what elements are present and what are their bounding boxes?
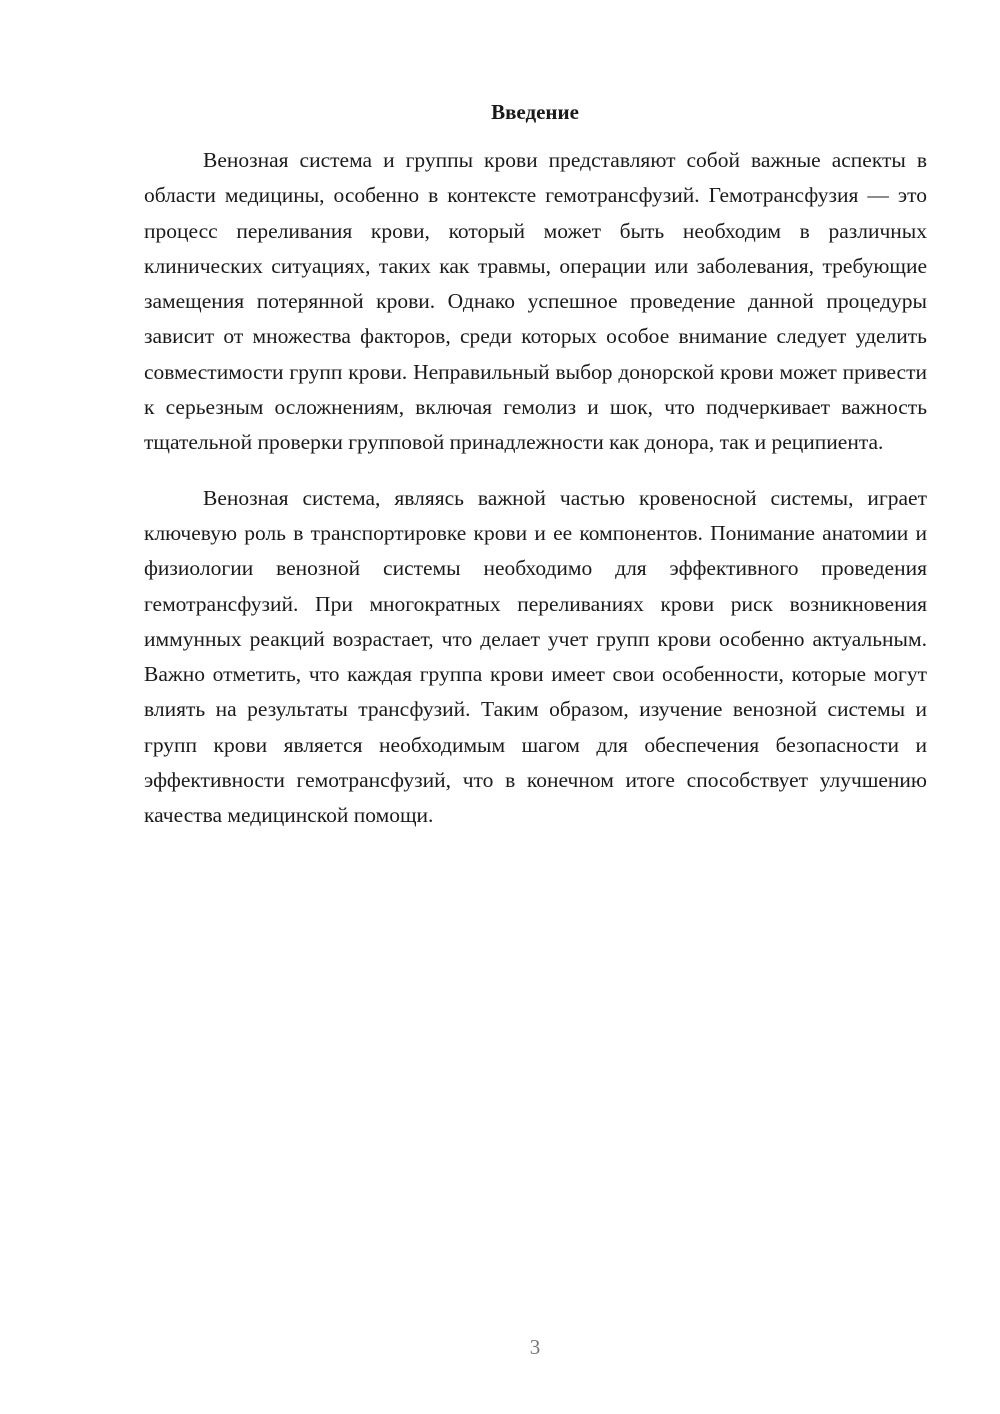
paragraph-1: Венозная система и группы крови представляют собой важные аспекты в области медицины, особенно в контексте гемотрансфузий. Гемотрансфузия — это процесс переливания крови, который может быть необходим в различных клинических ситуациях, таких как травмы, операции или заболевания, требующие замещения потерянной крови. Однако успешное проведение данной процедуры зависит от множества факторов, среди которых особое внимание следует уделить совместимости групп крови. Неправильный выбор донорской крови может привести к серьезным осложнениям, включая гемолиз и шок, что подчеркивает важность тщательной проверки групповой принадлежности как донора, так и реципиента.	[144, 148, 927, 455]
page-title: Введение	[491, 100, 579, 124]
document-body	[144, 143, 927, 834]
page-number: 3	[529, 1335, 541, 1359]
paragraph-2: Венозная система, являясь важной частью кровеносной системы, играет ключевую роль в транспортировке крови и ее компонентов. Понимание анатомии и физиологии венозной системы необходимо для эффективного проведения гемотрансфузий. При многократных переливаниях крови риск возникновения иммунных реакций возрастает, что делает учет групп крови особенно актуальным. Важно отметить, что каждая группа крови имеет свои особенности, которые могут влиять на результаты трансфузий. Таким образом, изучение венозной системы и групп крови является необходимым шагом для обеспечения безопасности и эффективности гемотрансфузий, что в конечном итоге способствует улучшению качества медицинской помощи.	[144, 485, 927, 828]
